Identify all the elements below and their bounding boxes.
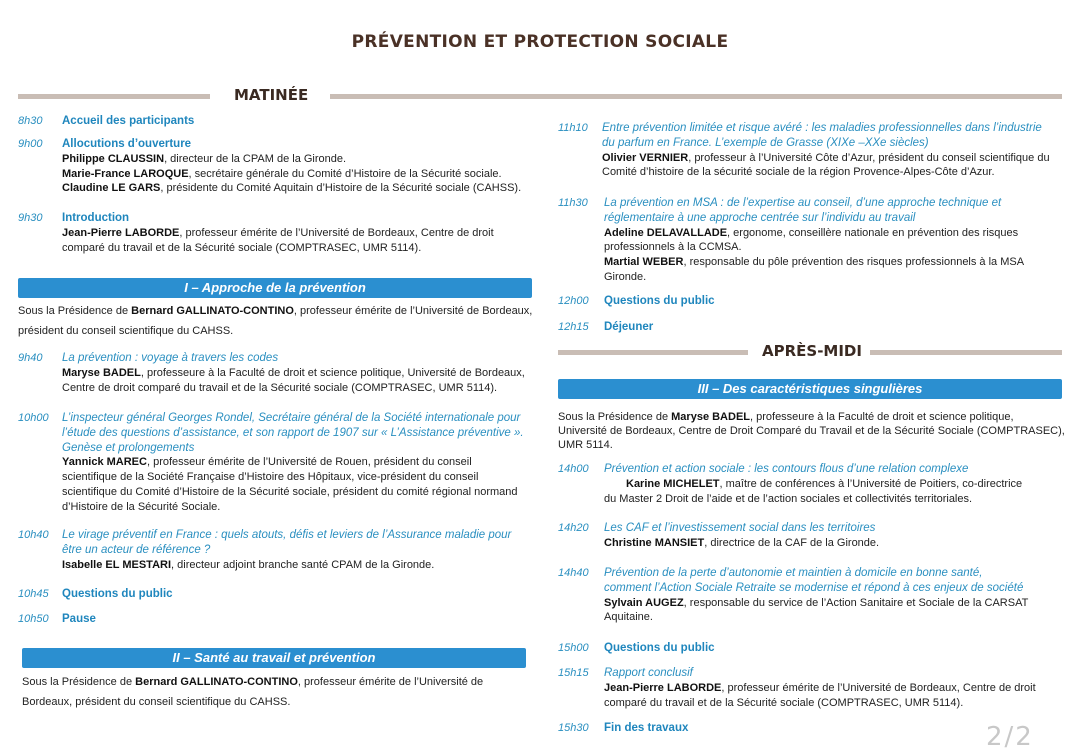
- speaker: Philippe CLAUSSIN, directeur de la CPAM de la Gironde.: [62, 152, 347, 165]
- speaker: Jean-Pierre LABORDE, professeur émérite de l’Université de Bordeaux, Centre de droit: [62, 226, 494, 239]
- item-title: La prévention : voyage à travers les codes: [62, 352, 279, 364]
- time-label: 10h50: [18, 613, 49, 625]
- item-title: Rapport conclusif: [604, 667, 693, 679]
- item-title: L’inspecteur général Georges Rondel, Secrétaire général de la Société internationale pour: [62, 412, 521, 424]
- item-title: Le virage préventif en France : quels atouts, défis et leviers de l’Assurance maladie pour: [62, 529, 512, 541]
- speaker: Martial WEBER, responsable du pôle prévention des risques professionnels à la MSA: [604, 256, 1025, 269]
- time-label: 10h00: [18, 412, 49, 424]
- item-title: du parfum en France. L’exemple de Grasse (XIXe –XXe siècles): [602, 136, 929, 149]
- time-label: 9h00: [18, 138, 43, 150]
- speaker: Jean-Pierre LABORDE, professeur émérite de l’Université de Bordeaux, Centre de droit: [604, 681, 1036, 694]
- time-label: 8h30: [18, 115, 43, 127]
- item-title: Questions du public: [604, 642, 715, 654]
- session-banner-3: III – Des caractéristiques singulières: [558, 379, 1062, 399]
- speaker-affiliation: scientifique de la Société Française d’Histoire des Hôpitaux, vice-président du conseil: [62, 471, 479, 484]
- speaker: Isabelle EL MESTARI, directeur adjoint branche santé CPAM de la Gironde.: [62, 558, 435, 571]
- time-label: 14h00: [558, 463, 589, 475]
- item-title: Fin des travaux: [604, 722, 689, 734]
- item-title: réglementaire à une approche centrée sur l’individu au travail: [604, 211, 916, 224]
- item-title: Entre prévention limitée et risque avéré : les maladies professionnelles dans l’industrie: [602, 122, 1042, 134]
- item-title: être un acteur de référence ?: [62, 543, 211, 556]
- item-title: comment l’Action Sociale Retraite se modernise et répond à ces enjeux de société: [604, 581, 1024, 594]
- time-label: 15h00: [558, 642, 589, 654]
- matinee-heading: MATINÉE: [234, 86, 309, 104]
- speaker-affiliation: Comité d’histoire de la sécurité sociale de la région Provence-Alpes-Côte d’Azur.: [602, 166, 995, 179]
- item-title: Prévention de la perte d’autonomie et maintien à domicile en bonne santé,: [604, 567, 983, 579]
- session-banner-1: I – Approche de la prévention: [18, 278, 532, 298]
- time-label: 12h00: [558, 295, 589, 307]
- speaker-affiliation: du Master 2 Droit de l’aide et de l’action sociales et collectivités territoriales.: [604, 492, 973, 505]
- time-label: 9h30: [18, 212, 43, 224]
- item-title: Accueil des participants: [62, 115, 195, 127]
- speaker-affiliation: comparé du travail et de la Sécurité sociale (COMPTRASEC, UMR 5114).: [604, 696, 964, 709]
- speaker: Karine MICHELET, maître de conférences à l’Université de Poitiers, co-directrice: [626, 477, 1023, 490]
- speaker-affiliation: Aquitaine.: [604, 611, 653, 624]
- speaker: Claudine LE GARS, présidente du Comité Aquitain d’Histoire de la Sécurité sociale (CAHSS).: [62, 182, 522, 195]
- speaker: Yannick MAREC, professeur émérite de l’Université de Rouen, président du conseil: [62, 456, 472, 469]
- item-title: Genèse et prolongements: [62, 441, 195, 454]
- time-label: 10h40: [18, 529, 49, 541]
- time-label: 14h40: [558, 567, 589, 579]
- time-label: 9h40: [18, 352, 43, 364]
- speaker-affiliation: professionnels à la CCMSA.: [604, 241, 742, 254]
- item-title: Introduction: [62, 212, 130, 224]
- time-label: 11h10: [558, 122, 588, 134]
- time-label: 15h15: [558, 667, 589, 679]
- time-label: 11h30: [558, 197, 588, 209]
- session-chair-3: Sous la Présidence de Maryse BADEL, professeure à la Faculté de droit et science politique, Université de Bordeaux, Centre de Droit Comparé du Travail et de la Sécurité Sociale (COMPTRASEC), UMR 5114.: [558, 411, 1065, 451]
- item-title: Questions du public: [604, 295, 715, 307]
- speaker-affiliation: d’Histoire de la Sécurité Sociale.: [62, 500, 221, 513]
- speaker: Adeline DELAVALLADE, ergonome, conseillère nationale en prévention des risques: [604, 226, 1019, 239]
- item-title: Pause: [62, 613, 96, 625]
- left-column-sessions: [18, 0, 538, 744]
- speaker: Christine MANSIET, directrice de la CAF de la Gironde.: [604, 536, 880, 549]
- page-title: PRÉVENTION ET PROTECTION SOCIALE: [351, 32, 729, 52]
- session-banner-2: II – Santé au travail et prévention: [22, 648, 526, 668]
- item-title: Déjeuner: [604, 321, 654, 333]
- right-column-afternoon: [558, 0, 1063, 744]
- time-label: 14h20: [558, 522, 589, 534]
- time-label: 10h45: [18, 588, 49, 600]
- speaker: Marie-France LAROQUE, secrétaire générale du Comité d’Histoire de la Sécurité sociale.: [62, 167, 502, 180]
- item-title: Prévention et action sociale : les contours flous d’une relation complexe: [604, 463, 969, 475]
- session-chair-2: Sous la Présidence de Bernard GALLINATO-CONTINO, professeur émérite de l’Université de Bordeaux, président du conseil scientifique du CAHSS.: [22, 676, 484, 708]
- time-label: 12h15: [558, 321, 589, 333]
- item-title: l’étude des questions d’assistance, et son rapport de 1907 sur « L’Assistance préventive ».: [62, 426, 524, 439]
- speaker: Maryse BADEL, professeure à la Faculté de droit et science politique, Université de Bordeaux,: [62, 366, 525, 379]
- speaker-affiliation: comparé du travail et de la Sécurité sociale (COMPTRASEC, UMR 5114).: [62, 241, 422, 254]
- item-title: Allocutions d’ouverture: [62, 138, 192, 150]
- speaker-affiliation: Centre de droit comparé du travail et de la Sécurité sociale (COMPTRASEC, UMR 5114).: [62, 381, 498, 394]
- speaker: Olivier VERNIER, professeur à l’Université Côte d’Azur, président du conseil scientifique du: [602, 151, 1050, 164]
- item-title: La prévention en MSA : de l’expertise au conseil, d’une approche technique et: [604, 197, 1002, 209]
- speaker: Sylvain AUGEZ, responsable du service de l’Action Sanitaire et Sociale de la CARSAT: [604, 596, 1029, 609]
- apres-midi-heading: APRÈS-MIDI: [762, 342, 862, 360]
- time-label: 15h30: [558, 722, 589, 734]
- speaker-affiliation: scientifique du Comité d’Histoire de la Sécurité sociale, président du comité régional normand: [62, 485, 518, 498]
- speaker-affiliation: Gironde.: [604, 270, 647, 283]
- page-number: 2/2: [986, 722, 1034, 752]
- session-chair-1: Sous la Présidence de Bernard GALLINATO-CONTINO, professeur émérite de l’Université de Bordeaux, président du conseil scientifique du CAHSS.: [18, 305, 533, 337]
- item-title: Les CAF et l’investissement social dans les territoires: [604, 522, 876, 534]
- item-title: Questions du public: [62, 588, 173, 600]
